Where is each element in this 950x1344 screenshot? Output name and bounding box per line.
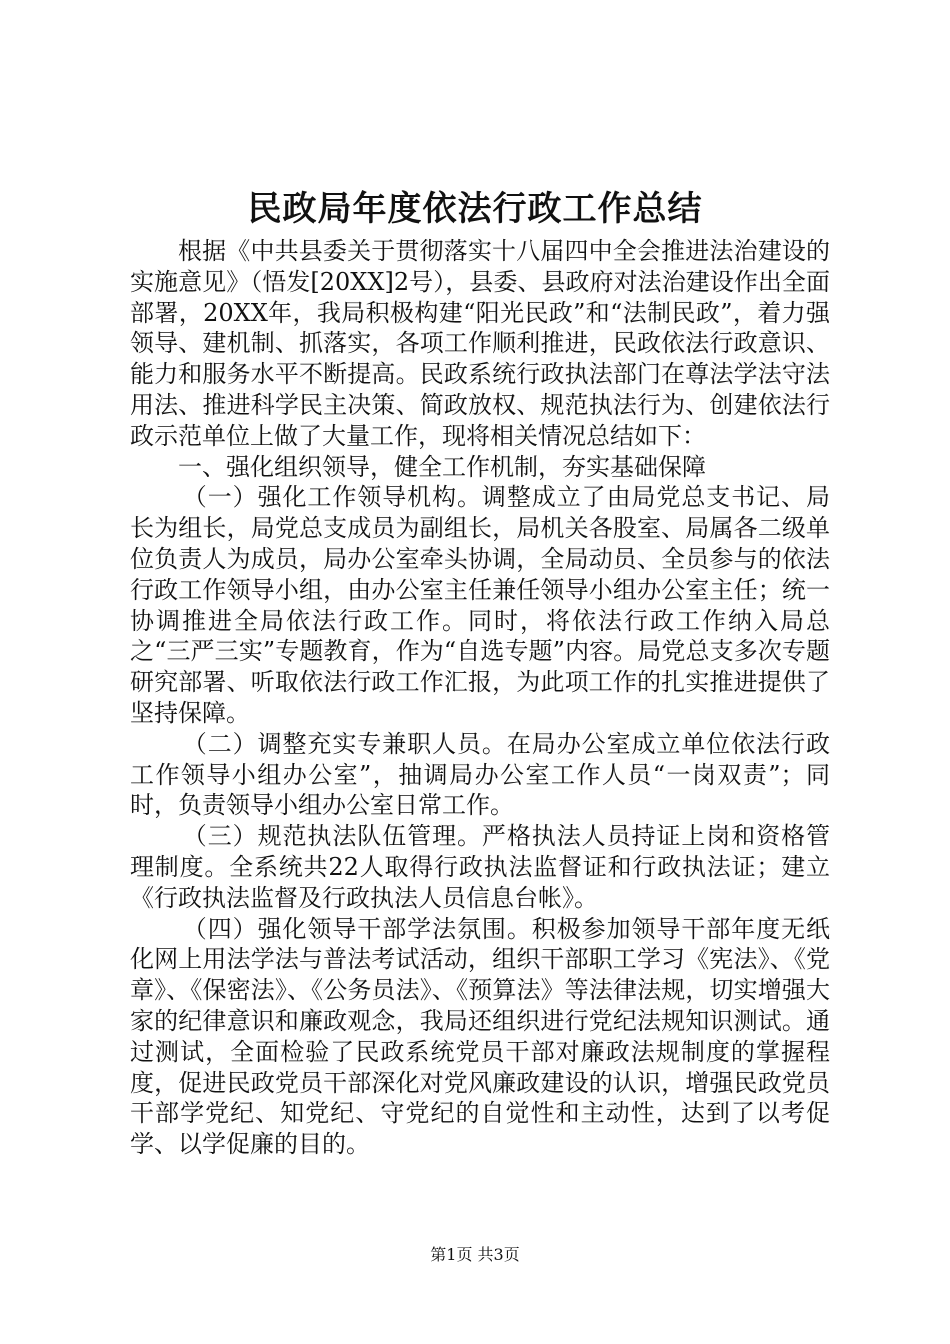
section-heading-1: 一、强化组织领导，健全工作机制，夯实基础保障 bbox=[178, 452, 706, 481]
document-title: 民政局年度依法行政工作总结 bbox=[247, 189, 703, 229]
paragraph-item-2: （二）调整充实专兼职人员。在局办公室成立单位依法行政工作领导小组办公室”，抽调局办公室工作人员“一岗双责”；同时，负责领导小组办公室日常工作。 bbox=[130, 729, 830, 820]
paragraph-intro: 根据《中共县委关于贯彻落实十八届四中全会推进法治建设的实施意见》（悟发[20XX]2号），县委、县政府对法治建设作出全面部署，20XX年，我局积极构建“阳光民政”和“法制民政”，着力强领导、建机制、抓落实，各项工作顺利推进，民政依法行政意识、能力和服务水平不断提高。民政系统行政执法部门在尊法学法守法用法、推进科学民主决策、简政放权、规范执法行为、创建依法行政示范单位上做了大量工作，现将相关情况总结如下： bbox=[130, 237, 830, 450]
document-body bbox=[130, 236, 830, 1160]
page-footer: 第1页 共3页 bbox=[430, 1245, 520, 1264]
paragraph-item-4: （四）强化领导干部学法氛围。积极参加领导干部年度无纸化网上用法学法与普法考试活动，组织干部职工学习《宪法》、《党章》、《保密法》、《公务员法》、《预算法》等法律法规，切实增强大家的纪律意识和廉政观念，我局还组织进行党纪法规知识测试。通过测试，全面检验了民政系统党员干部对廉政法规制度的掌握程度，促进民政党员干部深化对党风廉政建设的认识，增强民政党员干部学党纪、知党纪、守党纪的自觉性和主动性，达到了以考促学、以学促廉的目的。 bbox=[130, 914, 830, 1159]
paragraph-item-1: （一）强化工作领导机构。调整成立了由局党总支书记、局长为组长，局党总支成员为副组长，局机关各股室、局属各二级单位负责人为成员，局办公室牵头协调，全局动员、全员参与的依法行政工作领导小组，由办公室主任兼任领导小组办公室主任；统一协调推进全局依法行政工作。同时，将依法行政工作纳入局总之“三严三实”专题教育，作为“自选专题”内容。局党总支多次专题研究部署、听取依法行政工作汇报，为此项工作的扎实推进提供了坚持保障。 bbox=[130, 483, 830, 727]
paragraph-item-3: （三）规范执法队伍管理。严格执法人员持证上岗和资格管理制度。全系统共22人取得行政执法监督证和行政执法证；建立《行政执法监督及行政执法人员信息台帐》。 bbox=[130, 822, 830, 912]
